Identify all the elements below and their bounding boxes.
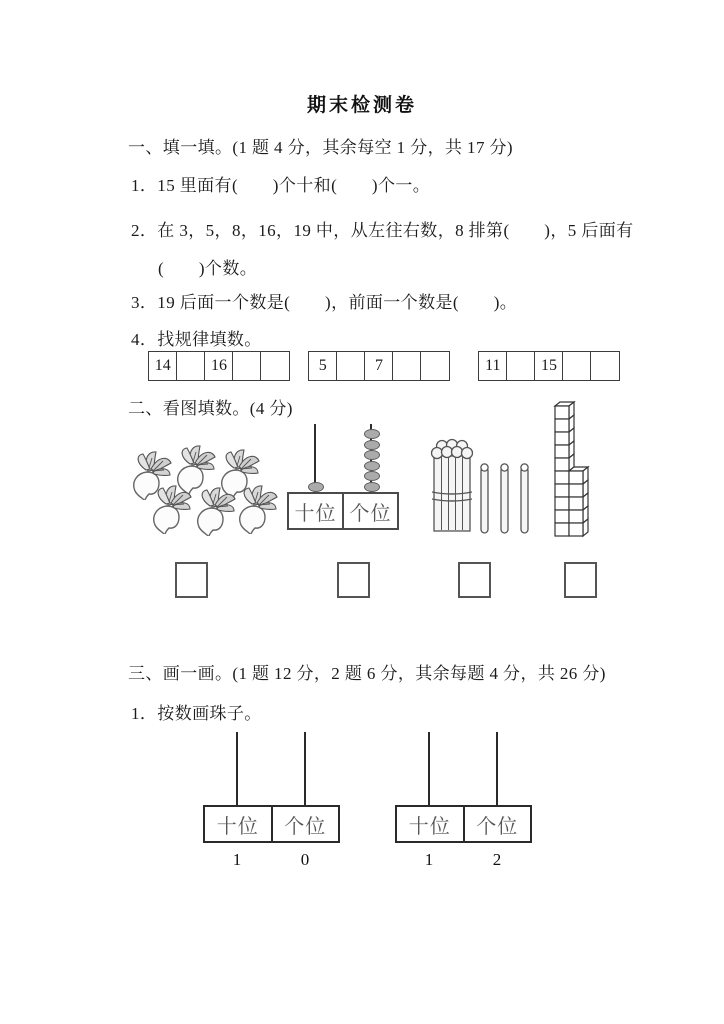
loose-sticks-group xyxy=(479,462,530,536)
question-2-line2: ( )个数。 xyxy=(158,259,258,278)
tens-label: 十位 xyxy=(216,815,259,838)
abacus-bead xyxy=(364,429,380,439)
abacus-bead xyxy=(364,450,380,460)
section3-heading: 三、画一画。(1 题 12 分，2 题 6 分，其余每题 4 分，共 26 分) xyxy=(128,664,606,683)
pv-value-ones: 0 xyxy=(300,850,310,869)
strip-cell: 16 xyxy=(204,351,234,381)
radish-icon xyxy=(234,482,280,534)
strip-cell xyxy=(506,351,536,381)
strip-cell xyxy=(562,351,592,381)
abacus-bead xyxy=(364,440,380,450)
place-value-table-2 xyxy=(395,732,532,884)
abacus-bead xyxy=(364,461,380,471)
strip-cell xyxy=(232,351,262,381)
ones-label: 个位 xyxy=(271,807,339,841)
answer-box xyxy=(564,562,597,598)
pv-table xyxy=(203,805,340,843)
strip-cell xyxy=(260,351,290,381)
strip-cell xyxy=(176,351,206,381)
question-3: 3．19 后面一个数是( )，前面一个数是( )。 xyxy=(131,293,518,312)
stick-icon xyxy=(479,462,490,536)
place-value-header xyxy=(287,492,399,530)
strip-cell: 7 xyxy=(364,351,394,381)
strip-cell: 14 xyxy=(148,351,178,381)
pv-value-tens: 1 xyxy=(424,850,434,869)
radish-group xyxy=(128,442,284,552)
strip-cell: 11 xyxy=(478,351,508,381)
number-strip-1 xyxy=(148,351,290,381)
radish-icon xyxy=(148,482,194,534)
question-1: 1．15 里面有( )个十和( )个一。 xyxy=(131,176,431,195)
strip-cell xyxy=(392,351,422,381)
answer-box xyxy=(458,562,491,598)
pv-rod-tens xyxy=(236,732,238,805)
pv-rod-tens xyxy=(428,732,430,805)
answer-box xyxy=(175,562,208,598)
number-strip-2 xyxy=(308,351,450,381)
pv-rod-ones xyxy=(304,732,306,805)
strip-cell xyxy=(590,351,620,381)
section2-heading: 二、看图填数。(4 分) xyxy=(128,399,293,418)
strip-cell: 5 xyxy=(308,351,338,381)
radish-icon xyxy=(192,484,238,536)
ones-label: 个位 xyxy=(463,807,531,841)
abacus-bead xyxy=(364,482,380,492)
strip-cell xyxy=(420,351,450,381)
answer-box xyxy=(337,562,370,598)
pv-value-ones: 2 xyxy=(492,850,502,869)
page-title: 期末检测卷 xyxy=(306,95,417,116)
section3-question-1: 1．按数画珠子。 xyxy=(131,704,262,723)
tens-label: 十位 xyxy=(294,502,337,525)
stick-bundle-icon xyxy=(427,436,477,536)
place-value-table-1 xyxy=(203,732,340,884)
ones-label: 个位 xyxy=(342,494,397,528)
strip-cell: 15 xyxy=(534,351,564,381)
number-strip-3 xyxy=(478,351,620,381)
question-2-line1: 2．在 3，5，8，16，19 中，从左往右数，8 排第( )，5 后面有 xyxy=(131,221,634,240)
stick-icon xyxy=(519,462,530,536)
stick-icon xyxy=(499,462,510,536)
pv-rod-ones xyxy=(496,732,498,805)
cubes-figure xyxy=(549,396,595,544)
pv-value-tens: 1 xyxy=(232,850,242,869)
question-4: 4．找规律填数。 xyxy=(131,330,262,349)
abacus-bead xyxy=(308,482,324,492)
pv-table xyxy=(395,805,532,843)
strip-cell xyxy=(336,351,366,381)
abacus-bead xyxy=(364,471,380,481)
section1-heading: 一、填一填。(1 题 4 分，其余每空 1 分，共 17 分) xyxy=(128,138,513,157)
tens-label: 十位 xyxy=(408,815,451,838)
abacus-figure xyxy=(287,424,399,530)
